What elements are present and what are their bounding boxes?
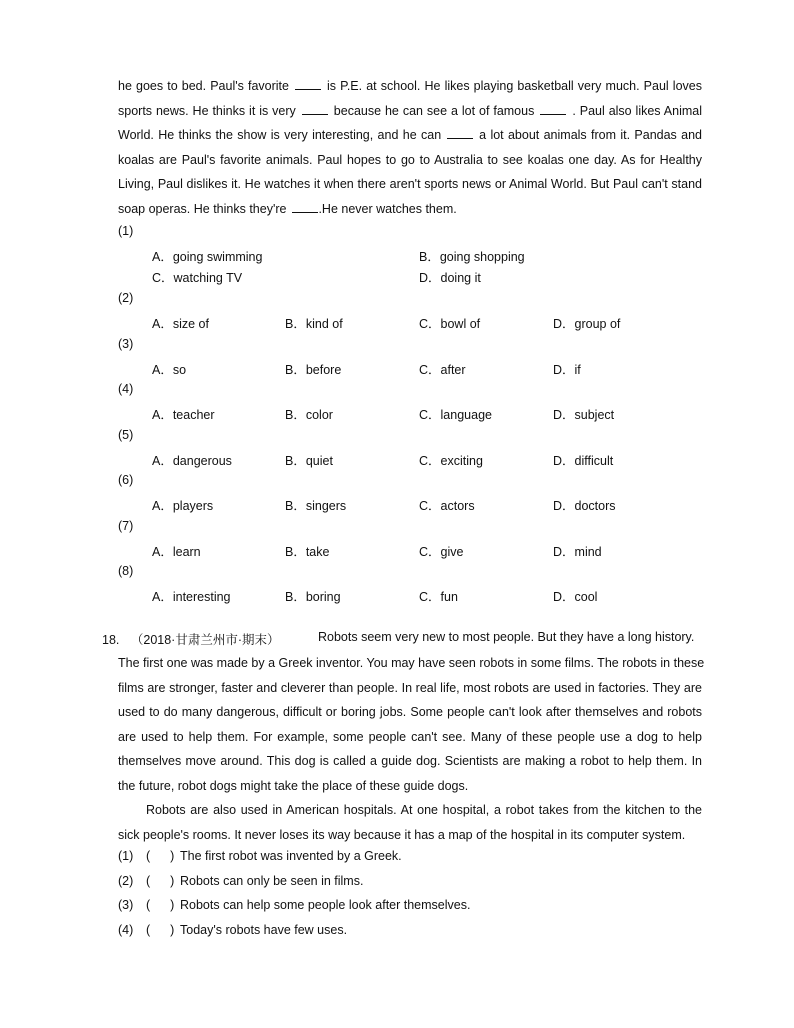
option-b[interactable]: B．boring <box>285 590 341 604</box>
passage-line: he goes to bed. Paul's favorite is P.E. at school. He likes playing basketball very much. Paul loves <box>118 79 702 93</box>
question-number: (5) <box>118 428 134 442</box>
option-a[interactable]: A．going swimming <box>152 250 263 264</box>
passage-line: Living, Paul dislikes it. He watches it when there aren't sports news or Animal World. But Paul can't stand <box>118 177 702 191</box>
passage-18 <box>118 651 705 847</box>
answer-bracket[interactable]: ( ) <box>146 849 175 863</box>
option-a[interactable]: A．players <box>152 499 214 513</box>
option-d[interactable]: D．difficult <box>553 454 614 468</box>
passage-line: sick people's rooms. It never loses its way because it has a map of the hospital in its computer system. <box>118 827 686 842</box>
option-c[interactable]: C．after <box>419 363 466 377</box>
option-a[interactable]: A．learn <box>152 545 201 559</box>
answer-blank[interactable] <box>292 200 318 213</box>
passage-line: Robots seem very new to most people. But they have a long history. <box>318 630 695 644</box>
option-b[interactable]: B．going shopping <box>419 250 525 264</box>
statement-text: The first robot was invented by a Greek. <box>180 849 402 863</box>
option-c[interactable]: C．give <box>419 545 464 559</box>
option-b[interactable]: B．before <box>285 363 342 377</box>
statement-item <box>118 898 470 912</box>
passage-line: used to do many dangerous, difficult or boring jobs. Some people can't look after themselves and robots <box>118 705 702 719</box>
question-18-header <box>102 630 702 648</box>
option-d[interactable]: D．if <box>553 363 581 377</box>
answer-blank[interactable] <box>540 102 566 115</box>
option-b[interactable]: B．quiet <box>285 454 333 468</box>
option-a[interactable]: A．teacher <box>152 408 215 422</box>
passage-line: themselves move around. This dog is called a guide dog. Scientists are making a robot to help them. In <box>118 754 702 768</box>
option-b[interactable]: B．color <box>285 408 333 422</box>
answer-bracket[interactable]: ( ) <box>146 874 175 888</box>
option-b[interactable]: B．kind of <box>285 317 343 331</box>
option-c[interactable]: C．exciting <box>419 454 483 468</box>
answer-blank[interactable] <box>302 102 328 115</box>
statement-text: Robots can help some people look after themselves. <box>180 898 471 912</box>
question-number: (7) <box>118 519 134 533</box>
statement-item <box>118 849 402 863</box>
statement-text: Today's robots have few uses. <box>180 923 348 937</box>
option-c[interactable]: C．actors <box>419 499 475 513</box>
passage-line: The first one was made by a Greek inventor. You may have seen robots in some films. The robots in these <box>118 656 705 670</box>
passage-line: koalas are Paul's favorite animals. Paul hopes to go to Australia to see koalas one day. As for Healthy <box>118 152 702 167</box>
passage-17 <box>118 74 702 221</box>
question-number: (3) <box>118 337 134 351</box>
passage-line: are used to help them. For example, some people can't see. Many of these people use a dog to help <box>118 729 702 744</box>
passage-line: Robots are also used in American hospitals. At one hospital, a robot takes from the kitchen to the <box>146 803 702 817</box>
statement-number: (1) <box>118 849 134 863</box>
question-number: 18. <box>102 633 120 647</box>
option-a[interactable]: A．interesting <box>152 590 231 604</box>
question-number: (6) <box>118 473 134 487</box>
passage-line: sports news. He thinks it is very because he can see a lot of famous . Paul also likes Animal <box>118 103 703 118</box>
statement-number: (2) <box>118 874 134 888</box>
option-b[interactable]: B．singers <box>285 499 347 513</box>
question-number: (1) <box>118 224 134 238</box>
option-c[interactable]: C．language <box>419 408 492 422</box>
answer-blank[interactable] <box>295 77 321 90</box>
passage-line: the future, robot dogs might take the place of these guide dogs. <box>118 778 469 793</box>
statement-number: (4) <box>118 923 134 937</box>
question-source: （2018·甘肃兰州市·期末） <box>130 633 280 647</box>
answer-bracket[interactable]: ( ) <box>146 898 175 912</box>
passage-line: World. He thinks the show is very interesting, and he can a lot about animals from it. Pandas and <box>118 128 702 142</box>
option-a[interactable]: A．so <box>152 363 187 377</box>
option-d[interactable]: D．doctors <box>553 499 616 513</box>
statement-text: Robots can only be seen in films. <box>180 874 364 888</box>
option-a[interactable]: A．size of <box>152 317 209 331</box>
passage-line: films are stronger, faster and cleverer than people. In real life, most robots are used in factories. They are <box>118 680 702 695</box>
statement-number: (3) <box>118 898 134 912</box>
option-c[interactable]: C．watching TV <box>152 271 243 285</box>
answer-bracket[interactable]: ( ) <box>146 923 175 937</box>
option-a[interactable]: A．dangerous <box>152 454 232 468</box>
statement-item <box>118 874 363 888</box>
option-d[interactable]: D．cool <box>553 590 598 604</box>
option-b[interactable]: B．take <box>285 545 330 559</box>
passage-line: soap operas. He thinks they're .He never watches them. <box>118 201 457 216</box>
option-d[interactable]: D．doing it <box>419 271 481 285</box>
answer-blank[interactable] <box>447 126 473 139</box>
question-number: (2) <box>118 291 134 305</box>
option-c[interactable]: C．fun <box>419 590 458 604</box>
question-number: (4) <box>118 382 134 396</box>
option-d[interactable]: D．group of <box>553 317 621 331</box>
option-d[interactable]: D．mind <box>553 545 602 559</box>
option-d[interactable]: D．subject <box>553 408 615 422</box>
question-number: (8) <box>118 564 134 578</box>
option-c[interactable]: C．bowl of <box>419 317 481 331</box>
statement-item <box>118 923 347 937</box>
